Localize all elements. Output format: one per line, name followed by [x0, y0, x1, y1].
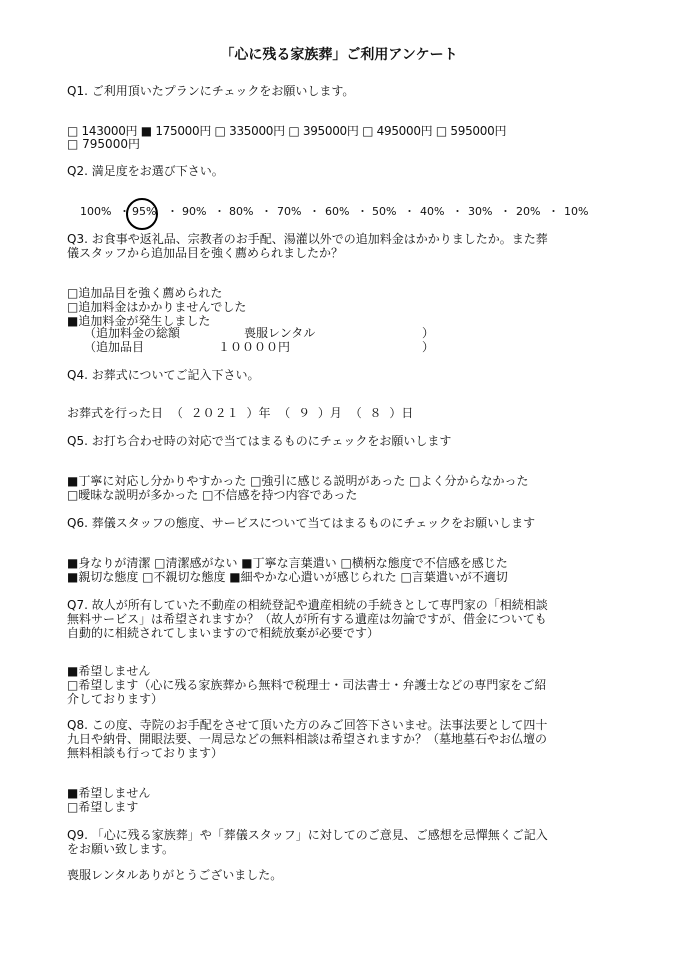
q3-detail1-close: ） [422, 326, 435, 340]
level-90[interactable]: 90% [182, 205, 207, 218]
q3-detail2-label: （追加品目 [84, 340, 145, 354]
q5-options-row2[interactable]: □曖昧な説明が多かった □不信感を持つ内容であった [67, 488, 358, 502]
question-9-line1: Q9. 「心に残る家族葬」や「葬儀スタッフ」に対してのご意見、ご感想を忌憚無くご記入 [67, 828, 548, 842]
q3-detail1-value[interactable]: 喪服レンタル [244, 326, 316, 340]
plan-options-row1[interactable]: □ 143000円 ■ 175000円 □ 335000円 □ 395000円 □ 495000円 □ 595000円 [67, 124, 507, 138]
question-4: Q4. お葬式についてご記入下さい。 [67, 368, 260, 382]
level-sep: ・ [357, 205, 368, 218]
level-50[interactable]: 50% [372, 205, 397, 218]
q6-options-row2[interactable]: ■親切な態度 □不親切な態度 ■細やかな心遣いが感じられた □言葉遣いが不適切 [67, 570, 508, 584]
q3-detail2-close: ） [422, 340, 435, 354]
q6-options-row1[interactable]: ■身なりが清潔 □清潔感がない ■丁寧な言葉遣い □横柄な態度で不信感を感じた [67, 556, 508, 570]
q3-option-3[interactable]: ■追加料金が発生しました [67, 314, 211, 328]
q3-detail1-label: （追加料金の総額 [84, 326, 181, 340]
q8-option-2[interactable]: □希望します [67, 800, 139, 814]
plan-options-row2[interactable]: □ 795000円 [67, 137, 140, 151]
question-9-line2: をお願い致します。 [67, 842, 175, 856]
q3-detail2-value[interactable]: １００００円 [218, 340, 291, 354]
question-3-line2: 儀スタッフから追加品目を強く薦められましたか？ [67, 246, 344, 260]
question-8-line3: 無料相談も行っております） [67, 746, 224, 760]
level-30[interactable]: 30% [468, 205, 493, 218]
question-7-line2: 無料サービス」は希望されますか？（故人が所有する遺産は勿論ですが、借金についても [67, 612, 547, 626]
level-sep: ・ [261, 205, 272, 218]
level-sep: ・ [167, 205, 178, 218]
question-7-line1: Q7. 故人が所有していた不動産の相続登記や遺産相続の手続きとして専門家の「相続相談 [67, 598, 548, 612]
question-2: Q2. 満足度をお選び下さい。 [67, 164, 224, 178]
question-1: Q1. ご利用頂いたプランにチェックをお願いします。 [67, 84, 355, 98]
q5-options-row1[interactable]: ■丁寧に対応し分かりやすかった □強引に感じる説明があった □よく分からなかった [67, 474, 529, 488]
question-5: Q5. お打ち合わせ時の対応で当てはまるものにチェックをお願いします [67, 434, 452, 448]
q7-option-2-line2: 介しております） [67, 692, 164, 706]
q8-option-1[interactable]: ■希望しません [67, 786, 151, 800]
question-8-line1: Q8. この度、寺院のお手配をさせて頂いた方のみご回答下さいませ。法事法要として四十 [67, 718, 548, 732]
level-95[interactable]: 95% [132, 205, 157, 218]
level-60[interactable]: 60% [325, 205, 350, 218]
q3-option-2[interactable]: □追加料金はかかりませんでした [67, 300, 247, 314]
level-sep: ・ [452, 205, 463, 218]
selected-level-circle [126, 198, 158, 230]
funeral-date[interactable]: お葬式を行った日 （ ２０２１ ）年 （ ９ ）月 （ ８ ）日 [67, 406, 414, 420]
q7-option-2-line1[interactable]: □希望します（心に残る家族葬から無料で税理士・司法書士・弁護士などの専門家をご紹 [67, 678, 547, 692]
level-sep: ・ [309, 205, 320, 218]
level-sep: ・ [548, 205, 559, 218]
question-3-line1: Q3. お食事や返礼品、宗教者のお手配、湯灌以外での追加料金はかかりましたか。また葬 [67, 232, 548, 246]
level-80[interactable]: 80% [229, 205, 254, 218]
level-sep: ・ [119, 205, 130, 218]
question-7-line3: 自動的に相続されてしまいますので相続放棄が必要です） [67, 626, 380, 640]
q7-option-1[interactable]: ■希望しません [67, 664, 151, 678]
level-20[interactable]: 20% [516, 205, 541, 218]
level-70[interactable]: 70% [277, 205, 302, 218]
q9-answer[interactable]: 喪服レンタルありがとうございました。 [67, 868, 283, 882]
level-sep: ・ [404, 205, 415, 218]
question-8-line2: 九日や納骨、開眼法要、一周忌などの無料相談は希望されますか？（墓地墓石やお仏壇の [67, 732, 548, 746]
page-title: 「心に残る家族葬」ご利用アンケート [220, 47, 458, 63]
level-100[interactable]: 100% [80, 205, 112, 218]
level-sep: ・ [500, 205, 511, 218]
question-6: Q6. 葬儀スタッフの態度、サービスについて当てはまるものにチェックをお願いします [67, 516, 536, 530]
level-40[interactable]: 40% [420, 205, 445, 218]
level-sep: ・ [214, 205, 225, 218]
q3-option-1[interactable]: □追加品目を強く薦められた [67, 286, 223, 300]
level-10[interactable]: 10% [564, 205, 589, 218]
